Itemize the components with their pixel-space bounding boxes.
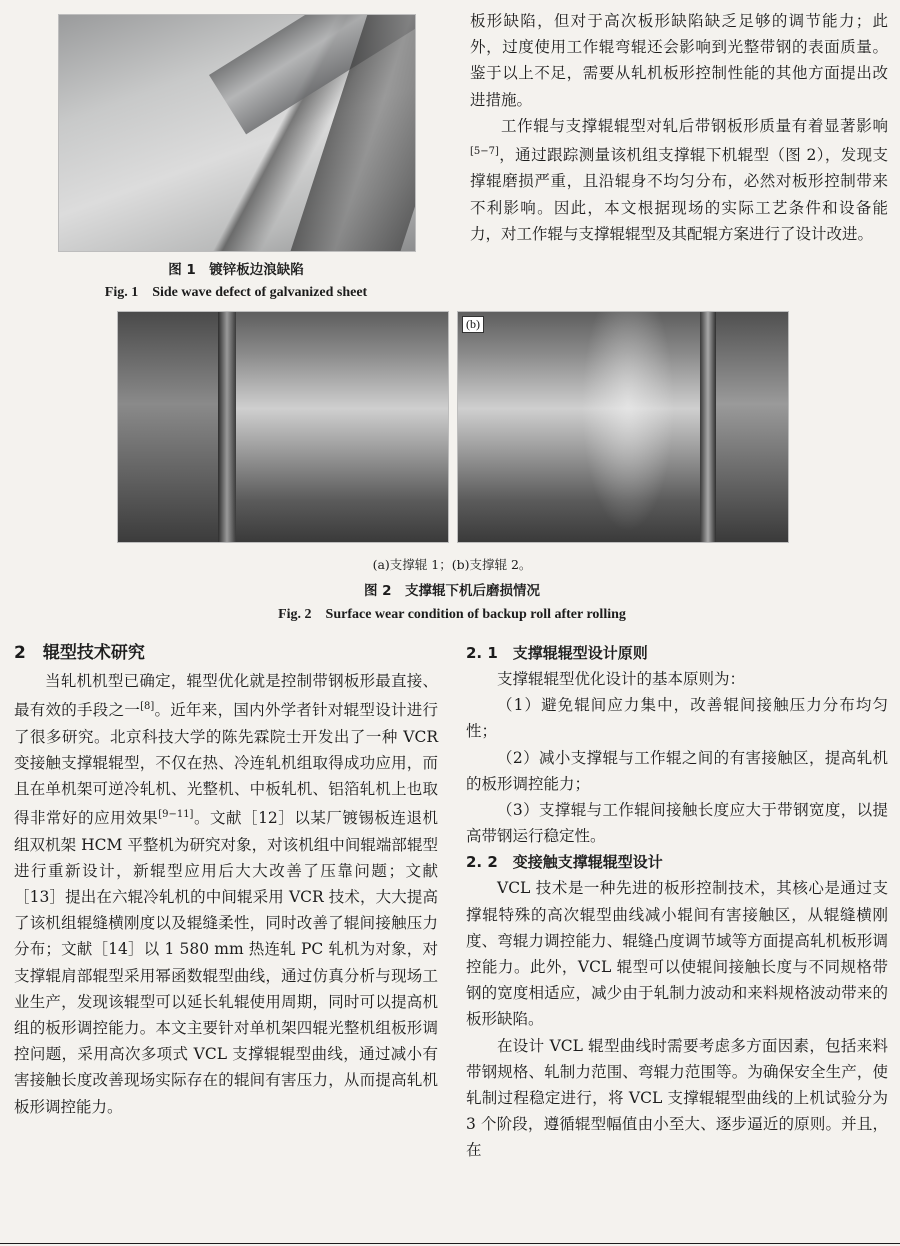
principles-intro: 支撑辊辊型优化设计的基本原则为： (497, 670, 746, 688)
section-2-text-b: 。近年来，国内外学者针对辊型设计进行了很多研究。北京科技大学的陈先霖院士开发出了一种 VCR 变接触支撑辊辊型，不仅在热、冷连轧机组取得成功应用，而且在单机架可逆冷轧机、光整机、中板轧机、铝箔轧机上也取得非常好的应用效果 (14, 701, 438, 828)
fig1-caption-cn: 图 1 镀锌板边浪缺陷 (168, 262, 304, 278)
principle-1: （1）避免辊间应力集中，改善辊间接触压力分布均匀性； (466, 696, 888, 741)
roll-shoulder-a (218, 312, 236, 542)
roll-neck-a (118, 312, 228, 542)
section-2-1-heading: 2. 1 支撑辊辊型设计原则 (466, 644, 648, 662)
bottom-rule (0, 1243, 900, 1244)
fig1-caption-en: Fig. 1 Side wave defect of galvanized sheet (104, 285, 368, 300)
citation-5-7: [5−7] (470, 146, 499, 158)
roll-neck-b (708, 312, 788, 542)
section-2-2-heading: 2. 2 变接触支撑辊辊型设计 (466, 853, 663, 872)
roll-highlight-b (578, 312, 678, 542)
section-2-heading: 2 辊型技术研究 (14, 643, 145, 663)
fig2b-photo (457, 311, 789, 543)
vcl-paragraph-1: VCL 技术是一种先进的板形控制技术，其核心是通过支撑辊特殊的高次辊型曲线减小辊间有害接触区，从辊缝横刚度、弯辊力调控能力、辊缝凸度调节域等方面提高轧机板形调控能力。此外，VCL 辊型可以使辊间接触长度与不同规格带钢的宽度相适应，减少由于轧制力波动和来料规格波动带来的板形缺陷。 (466, 879, 888, 1029)
right-top-text (470, 8, 888, 247)
section-2-paragraph (14, 668, 438, 1120)
fig2-subcaption: (a)支撑辊 1；(b)支撑辊 2。 (372, 557, 532, 572)
fig2-caption-cn: 图 2 支撑辊下机后磨损情况 (363, 583, 541, 599)
section-2-text-a: 当轧机机型已确定，辊型优化就是控制带钢板形最直接、最有效的手段之一 (14, 672, 438, 720)
fig2b-label: (b) (462, 316, 484, 333)
vcl-paragraph-2: 在设计 VCL 辊型曲线时需要考虑多方面因素，包括来料带钢规格、轧制力范围、弯辊力范围等。为确保安全生产，使轧制过程稳定进行，将 VCL 支撑辊辊型曲线的上机试验分为 3 个阶段，遵循辊型幅值由小至大、逐步逼近的原则。并且，在 (466, 1036, 888, 1160)
fig2-caption-en: Fig. 2 Surface wear condition of backup roll after rolling (278, 607, 626, 622)
citation-9-11: [9−11] (158, 809, 194, 821)
principle-2: （2）减小支撑辊与工作辊之间的有害接触区，提高轧机的板形调控能力； (466, 748, 888, 793)
fig1-photo (58, 14, 416, 252)
right-column (466, 640, 888, 1164)
paragraph-roll-profile-b: ，通过跟踪测量该机组支撑辊下机辊型（图 2），发现支撑辊磨损严重，且沿辊身不均匀分布，必然对板形控制带来不利影响。因此，本文根据现场的实际工艺条件和设备能力，对工作辊与支撑辊辊型及其配辊方案进行了设计改进。 (470, 146, 888, 243)
citation-8: [8] (140, 701, 155, 713)
paragraph-roll-profile (470, 113, 888, 247)
paragraph-roll-profile-a: 工作辊与支撑辊辊型对轧后带钢板形质量有着显著影响 (501, 116, 888, 135)
paragraph-continued: 板形缺陷，但对于高次板形缺陷缺乏足够的调节能力；此外，过度使用工作辊弯辊还会影响到光整带钢的表面质量。鉴于以上不足，需要从轧机板形控制性能的其他方面提出改进措施。 (470, 12, 888, 109)
principle-3: （3）支撑辊与工作辊间接触长度应大于带钢宽度，以提高带钢运行稳定性。 (466, 801, 888, 846)
fig2a-photo (117, 311, 449, 543)
left-column (14, 640, 438, 1120)
roll-shoulder-b (700, 312, 716, 542)
section-2-text-c: 。文献［12］以某厂镀锡板连退机组双机架 HCM 平整机为研究对象，对该机组中间辊端部辊型进行重新设计，新辊型应用后大大改善了压靠问题；文献［13］提出在六辊冷轧机的中间辊采用 VCR 技术，大大提高了该机组辊缝横刚度以及辊缝柔性，同时改善了辊间接触压力分布；文献［14］以 1 580 mm 热连轧 PC 轧机为对象，对支撑辊肩部辊型采用幂函数辊型曲线，通过仿真分析与现场工业生产，发现该辊型可以延长轧辊使用周期，同时可以提高机组的板形调控能力。本文主要针对单机架四辊光整机组板形调控问题，采用高次多项式 VCL 支撑辊辊型曲线，通过减小有害接触长度改善现场实际存在的辊间有害压力，从而提高轧机板形调控能力。 (14, 809, 438, 1116)
